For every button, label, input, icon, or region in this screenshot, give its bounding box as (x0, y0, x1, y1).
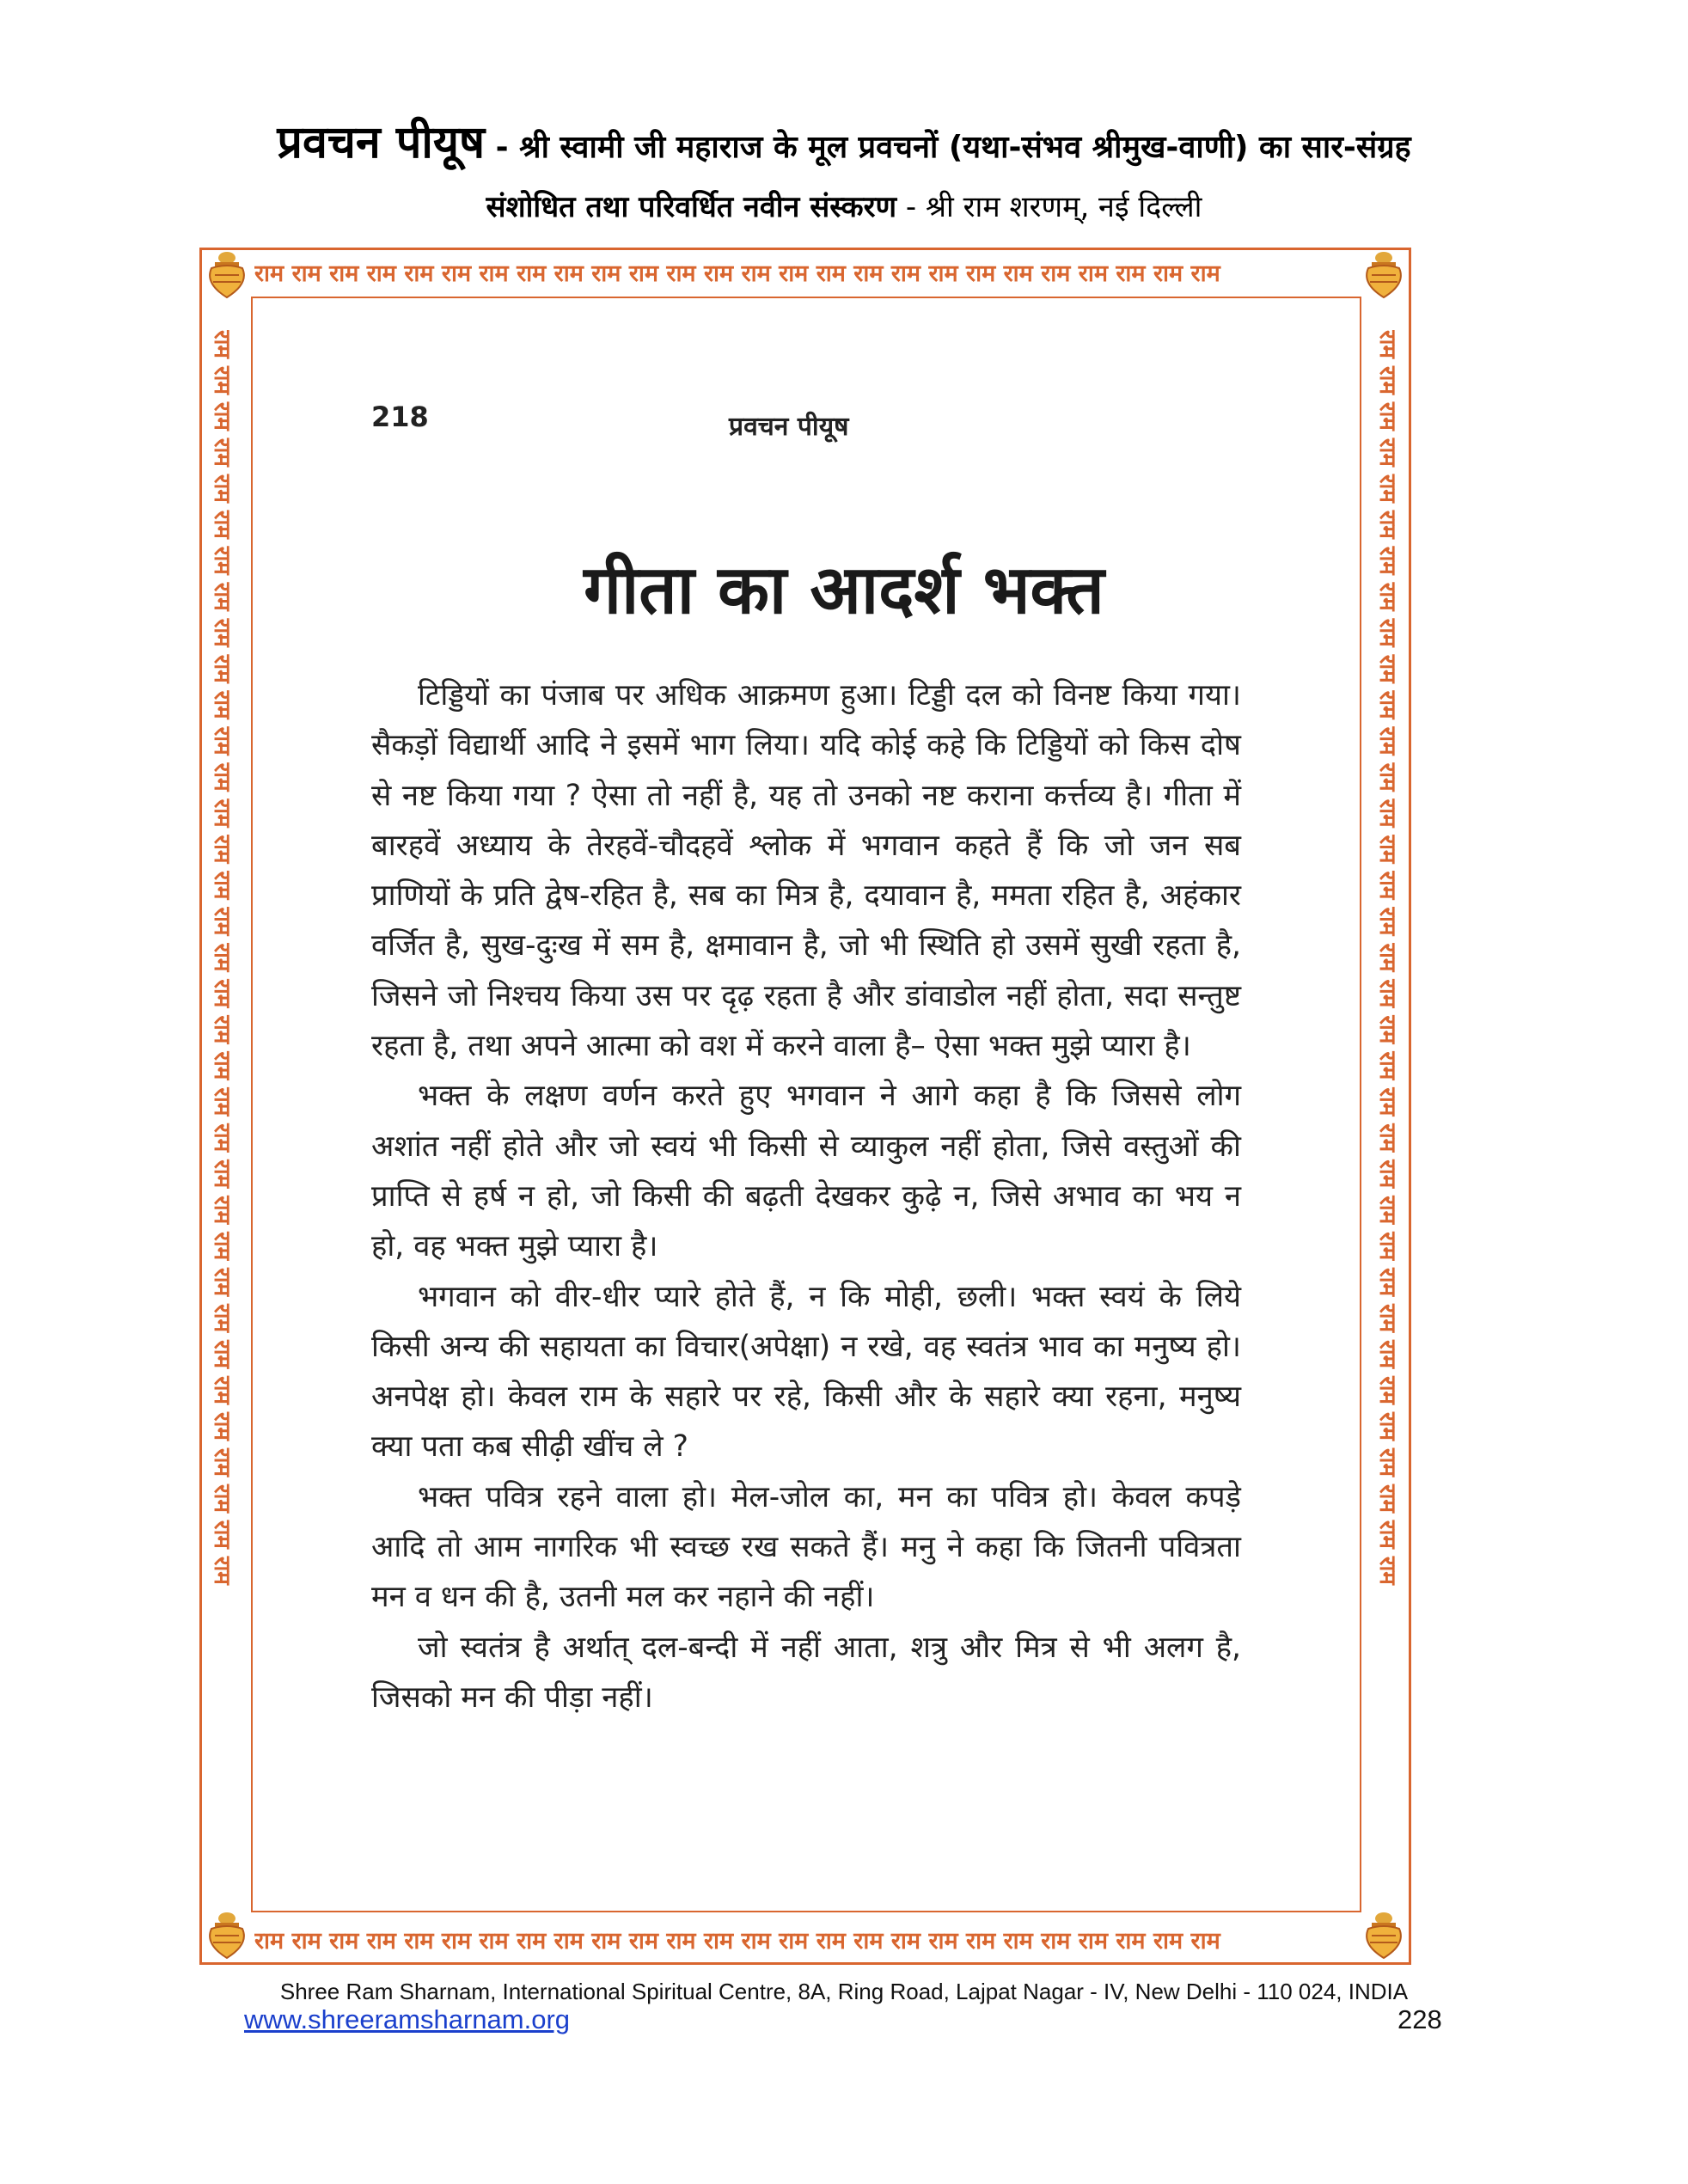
paragraph: भक्त पवित्र रहने वाला हो। मेल-जोल का, मन का पवित्र हो। केवल कपड़े आदि तो आम नागरिक भी स्वच्छ रख सकते हैं। मनु ने कहा कि जितनी पवित्रता मन व धन की है, उतनी मल कर नहाने की नहीं। (371, 1479, 1241, 1615)
paragraph: जो स्वतंत्र है अर्थात् दल-बन्दी में नहीं आता, शत्रु और मित्र से भी अलग है, जिसको मन की पीड़ा नहीं। (371, 1630, 1241, 1715)
border-ram-right: राम राम राम राम राम राम राम राम राम राम राम राम राम राम राम राम राम राम राम राम राम राम राम राम राम राम राम राम राम राम राम राम राम राम राम (1374, 330, 1400, 1585)
border-ram-left: राम राम राम राम राम राम राम राम राम राम राम राम राम राम राम राम राम राम राम राम राम राम राम राम राम राम राम राम राम राम राम राम राम राम राम (209, 330, 235, 1585)
edition-publisher: - श्री राम शरणम्, नई दिल्ली (896, 190, 1202, 224)
border-ram-top: राम राम राम राम राम राम राम राम राम राम राम राम राम राम राम राम राम राम राम राम राम राम राम राम राम राम (254, 260, 1220, 287)
book-page-number: 218 (371, 401, 429, 433)
footer-address: Shree Ram Sharnam, International Spiritual Centre, 8A, Ring Road, Lajpat Nagar - IV, New Delhi - 110 024, INDIA (279, 1979, 1409, 2004)
edition-label: संशोधित तथा परिवर्धित नवीन संस्करण (486, 190, 897, 224)
kalash-icon (1360, 1910, 1408, 1961)
website-link[interactable]: www.shreeramsharnam.org (244, 2004, 571, 2034)
kalash-icon (203, 249, 251, 301)
paragraph: टिड्डियों का पंजाब पर अधिक आक्रमण हुआ। टिड्डी दल को विनष्ट किया गया। सैकड़ों विद्यार्थी आदि ने इसमें भाग लिया। यदि कोई कहे कि टिड्डियों को किस दोष से नष्ट किया गया ? ऐसा तो नहीं है, यह तो उनको नष्ट कराना कर्त्तव्य है। गीता में बारहवें अध्याय के तेरहवें-चौदहवें श्लोक में भगवान कहते हैं कि जो जन सब प्राणियों के प्रति द्वेष-रहित है, सब का मित्र है, दयावान है, ममता रहित है, अहंकार वर्जित है, सुख-दुःख में सम है, क्षमावान है, जो भी स्थिति हो उसमें सुखी रहता है, जिसने जो निश्चय किया उस पर दृढ़ रहता है और डांवाडोल नहीं होता, सदा सन्तुष्ट रहता है, तथा अपने आत्मा को वश में करने वाला है– ऐसा भक्त मुझे प्यारा है। (371, 678, 1241, 1064)
header-subtitle: - श्री स्वामी जी महाराज के मूल प्रवचनों (यथा-संभव श्रीमुख-वाणी) का सार-संग्रह (485, 130, 1411, 165)
running-header: प्रवचन पीयूष (729, 412, 849, 442)
kalash-icon (1360, 249, 1408, 301)
footer-page-number: 228 (1397, 2004, 1442, 2034)
kalash-icon (203, 1910, 251, 1961)
border-ram-bottom: राम राम राम राम राम राम राम राम राम राम राम राम राम राम राम राम राम राम राम राम राम राम राम राम राम राम (254, 1928, 1220, 1955)
paragraph: भक्त के लक्षण वर्णन करते हुए भगवान ने आगे कहा है कि जिससे लोग अशांत नहीं होते और जो स्वयं भी किसी से व्याकुल नहीं होता, जिसे वस्तुओं की प्राप्ति से हर्ष न हो, जो किसी की बढ़ती देखकर कुढ़े न, जिसे अभाव का भय न हो, वह भक्त मुझे प्यारा है। (371, 1079, 1241, 1264)
paragraph: भगवान को वीर-धीर प्यारे होते हैं, न कि मोही, छली। भक्त स्वयं के लिये किसी अन्य की सहायता का विचार(अपेक्षा) न रखे, वह स्वतंत्र भाव का मनुष्य हो। अनपेक्ष हो। केवल राम के सहारे पर रहे, किसी और के सहारे क्या रहना, मनुष्य क्या पता कब सीढ़ी खींच ले ? (371, 1279, 1241, 1465)
book-name: प्रवचन पीयूष (277, 117, 486, 168)
document-header-title (0, 110, 1688, 171)
chapter-title: गीता का आदर्श भक्त (584, 552, 1104, 629)
body-text (371, 670, 1241, 1722)
document-header-edition (0, 186, 1688, 225)
